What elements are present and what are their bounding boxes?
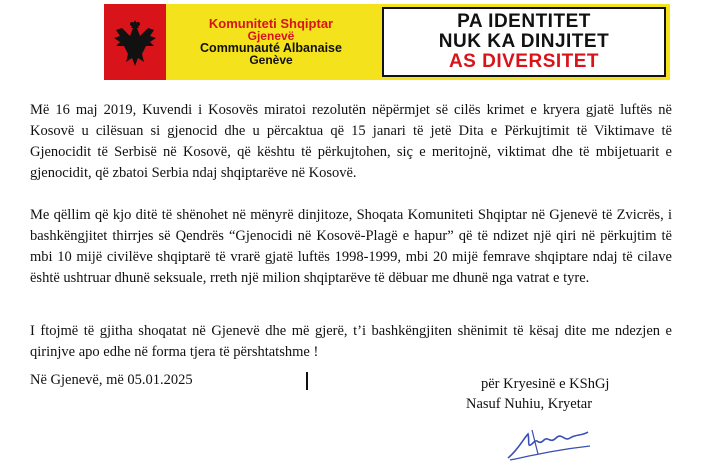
slogan-line1: PA IDENTITET (457, 11, 591, 32)
slogan-line2: NUK KA DINJITET (438, 31, 610, 52)
paragraph-1: Më 16 maj 2019, Kuvendi i Kosovës miratoi rezolutën nëpërmjet së cilës krimet e kryera gjatë luftës në Kosovë u cilësuan si gjenocid dhe u përcaktua që 15 janari të jetë Dita e Përkujtimit të Viktimave të Gjenocidit të Serbisë në Kosovë, që kështu të përkujtohen, siç e meritojnë, viktimat dhe të mbijetuarit e gjenocidit, që zbatoi Serbia ndaj shqiptarëve në Kosovë. (30, 102, 672, 181)
slogan-line3: AS DIVERSITET (448, 51, 600, 72)
org-name-fr-line2: Genève (249, 53, 293, 67)
org-name-sq-line2: Gjenevë (247, 29, 295, 43)
paragraph-3: I ftojmë të gjitha shoqatat në Gjenevë dhe më gjerë, t’i bashkëngjiten shënimit të kësaj dite me ndezjen e qirinjve apo edhe në forma tjera të përshtatshme ! (30, 323, 672, 360)
logo (104, 4, 166, 80)
signatory-line1: për Kryesinë e KShGj (481, 376, 610, 392)
header-banner (104, 4, 670, 80)
albanian-eagle-icon (110, 14, 160, 70)
organization-name (166, 4, 376, 80)
org-name-sq-line1: Komuniteti Shqiptar (208, 16, 334, 31)
signature-image (504, 420, 594, 466)
org-name-fr-line1: Communauté Albanaise (200, 41, 342, 55)
text-cursor (306, 372, 308, 390)
slogan (382, 7, 666, 77)
signatory-line2: Nasuf Nuhiu, Kryetar (466, 396, 593, 412)
place-date: Në Gjenevë, më 05.01.2025 (30, 372, 193, 388)
paragraph-2: Me qëllim që kjo ditë të shënohet në mënyrë dinjitoze, Shoqata Komuniteti Shqiptar në Gjenevë të Zvicrës, i bashkëngjitet thirrjes së Qendrës “Gjenocidi në Kosovë-Plagë e hapur” që të ndizet një qiri në përkujtim të mbi 10 mijë civilëve shqiptarë të vrarë gjatë luftës 1998-1999, mbi 20 mijë femrave shqiptare ndaj të cilave është ushtruar dhunë seksuale, rreth një milion shqiptarëve të dëbuar me dhunë nga vatrat e tyre. (30, 207, 672, 286)
